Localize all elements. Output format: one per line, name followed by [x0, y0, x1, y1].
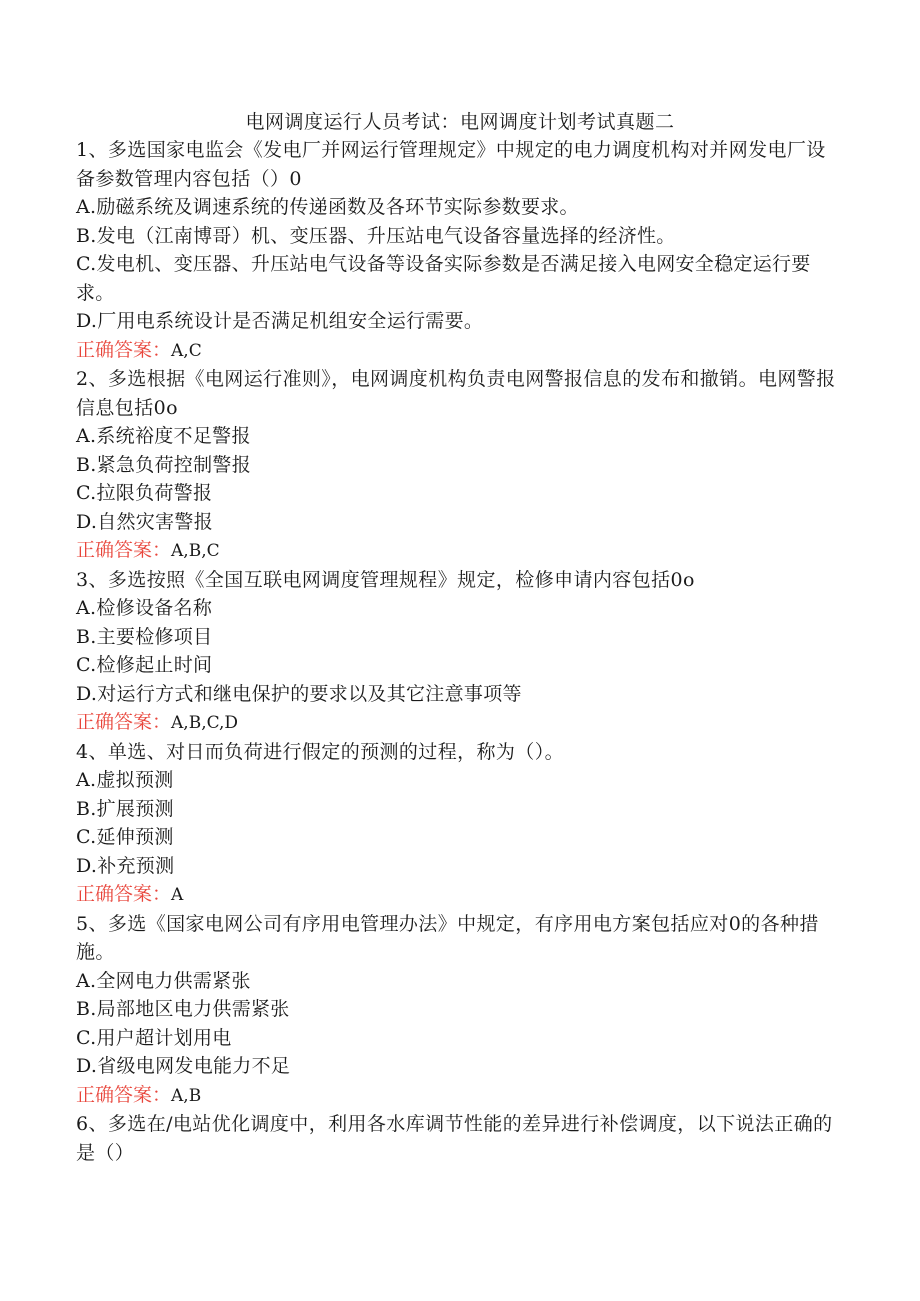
option-a: A.系统裕度不足警报 — [76, 425, 251, 447]
question-block — [76, 136, 836, 365]
answer-line — [76, 336, 836, 366]
option-d: D.省级电网发电能力不足 — [76, 1055, 291, 1077]
question-text: 2、多选根据《电网运行准则》，电网调度机构负责电网警报信息的发布和撤销。电网警报信息包括0o — [76, 368, 836, 419]
option-d: D.对运行方式和继电保护的要求以及其它注意事项等 — [76, 682, 522, 705]
question-text: 1、多选国家电监会《发电厂并网运行管理规定》中规定的电力调度机构对并网发电厂设备参数管理内容包括（）0 — [76, 139, 826, 190]
question-list — [76, 136, 836, 1167]
answer-label: 正确答案： — [76, 883, 172, 905]
question-text: 6、多选在/电站优化调度中，利用各水库调节性能的差异进行补偿调度，以下说法正确的是（） — [76, 1113, 833, 1164]
option-d: D.自然灾害警报 — [76, 510, 213, 533]
option-b: B.扩展预测 — [76, 797, 174, 820]
option-c: C.发电机、变压器、升压站电气设备等设备实际参数是否满足接入电网安全稳定运行要求。 — [76, 253, 811, 304]
answer-line — [76, 1081, 836, 1111]
option-b: B.主要检修项目 — [76, 625, 213, 648]
answer-line — [76, 708, 836, 738]
answer-label: 正确答案： — [76, 539, 172, 561]
answer-value: A,B,C — [171, 541, 220, 561]
option-a: A.全网电力供需紧张 — [76, 969, 251, 992]
answer-line — [76, 536, 836, 566]
question-text: 5、多选《国家电网公司有序用电管理办法》中规定，有序用电方案包括应对0的各种措施。 — [76, 912, 819, 963]
question-text: 4、单选、对日而负荷进行假定的预测的过程，称为（）。 — [76, 740, 564, 763]
answer-label: 正确答案： — [76, 711, 172, 733]
document-title: 电网调度运行人员考试：电网调度计划考试真题二 — [245, 111, 675, 133]
option-c: C.拉限负荷警报 — [76, 482, 213, 504]
option-a: A.励磁系统及调速系统的传递函数及各环节实际参数要求。 — [76, 196, 579, 218]
answer-value: A — [171, 885, 184, 905]
option-c: C.用户超计划用电 — [76, 1026, 232, 1049]
option-b: B.紧急负荷控制警报 — [76, 453, 252, 476]
option-b: B.发电（江南博哥）机、变压器、升压站电气设备容量选择的经济性。 — [76, 224, 676, 247]
option-c: C.检修起止时间 — [76, 654, 213, 676]
answer-line — [76, 880, 836, 910]
question-block — [76, 738, 836, 910]
option-a: A.虚拟预测 — [76, 769, 174, 791]
option-d: D.厂用电系统设计是否满足机组安全运行需要。 — [76, 310, 484, 332]
question-block — [76, 910, 836, 1111]
option-a: A.检修设备名称 — [76, 597, 213, 619]
answer-value: A,B — [171, 1085, 202, 1106]
question-block — [76, 566, 836, 738]
option-c: C.延伸预测 — [76, 826, 174, 848]
answer-value: A,C — [171, 340, 202, 361]
option-d: D.补充预测 — [76, 854, 175, 877]
answer-label: 正确答案： — [76, 338, 172, 361]
question-block — [76, 1110, 836, 1167]
answer-value: A,B,C,D — [171, 713, 239, 733]
answer-label: 正确答案： — [76, 1083, 172, 1106]
question-text: 3、多选按照《全国互联电网调度管理规程》规定，检修申请内容包括0o — [76, 568, 695, 591]
question-block — [76, 365, 836, 566]
option-b: B.局部地区电力供需紧张 — [76, 998, 290, 1020]
